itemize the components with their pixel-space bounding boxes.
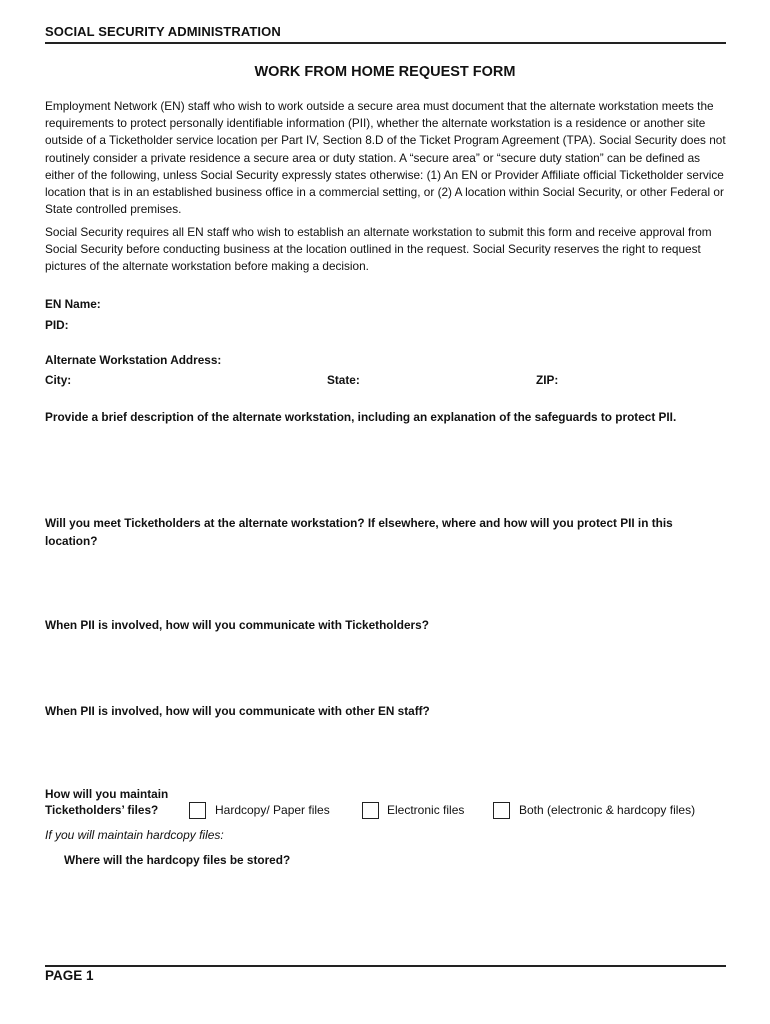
- both-checkbox[interactable]: [493, 802, 510, 819]
- question-communicate-staff: When PII is involved, how will you communicate with other EN staff?: [45, 704, 430, 718]
- address-label: Alternate Workstation Address:: [45, 353, 222, 367]
- electronic-checkbox[interactable]: [362, 802, 379, 819]
- storage-question: Where will the hardcopy files be stored?: [64, 853, 291, 867]
- electronic-option-label: Electronic files: [387, 803, 465, 817]
- hardcopy-option-label: Hardcopy/ Paper files: [215, 803, 330, 817]
- pid-label: PID:: [45, 318, 69, 332]
- question-workstation-description: Provide a brief description of the alternate workstation, including an explanation of the safeguards to protect PII.: [45, 410, 677, 424]
- page-number: PAGE 1: [45, 968, 94, 983]
- state-label: State:: [327, 373, 360, 387]
- question-communicate-ticketholders: When PII is involved, how will you communicate with Ticketholders?: [45, 618, 429, 632]
- files-label-line-2: Ticketholders’ files?: [45, 803, 159, 817]
- agency-name: SOCIAL SECURITY ADMINISTRATION: [45, 24, 281, 39]
- city-label: City:: [45, 373, 72, 387]
- hardcopy-note: If you will maintain hardcopy files:: [45, 828, 224, 842]
- both-option-label: Both (electronic & hardcopy files): [519, 803, 696, 817]
- form-title: WORK FROM HOME REQUEST FORM: [254, 64, 516, 80]
- en-name-label: EN Name:: [45, 297, 101, 311]
- question-meet-ticketholders: Will you meet Ticketholders at the alternate workstation? If elsewhere, where and how will you protect PII in this location?: [45, 516, 673, 548]
- footer-divider: [45, 965, 726, 967]
- header-divider: [45, 42, 726, 44]
- intro-paragraph-2: Social Security requires all EN staff who wish to establish an alternate workstation to submit this form and receive approval from Social Security before conducting business at the location outlined in the request. Social Security reserves the right to request pictures of the alternate workstation before making a decision.: [45, 225, 712, 274]
- hardcopy-checkbox[interactable]: [189, 802, 206, 819]
- intro-paragraph-1: Employment Network (EN) staff who wish to work outside a secure area must document that the alternate workstation meets the requirements to protect personally identifiable information (PII), whether the alternate workstation is a residence or another site outside of a Ticketholder service location per Part IV, Section 8.D of the Ticket Program Agreement (TPA). Social Security does not routinely consider a private residence a secure area or duty station. A “secure area” or “secure duty station” can be defined as either of the following, unless Social Security expressly states otherwise: (1) An EN or Provider Affiliate official Ticketholder service location that is in an established business office in a commercial setting, or (2) A location within Social Security, or other Federal or State controlled premises.: [45, 99, 726, 217]
- files-label-line-1: How will you maintain: [45, 787, 169, 801]
- zip-label: ZIP:: [536, 373, 559, 387]
